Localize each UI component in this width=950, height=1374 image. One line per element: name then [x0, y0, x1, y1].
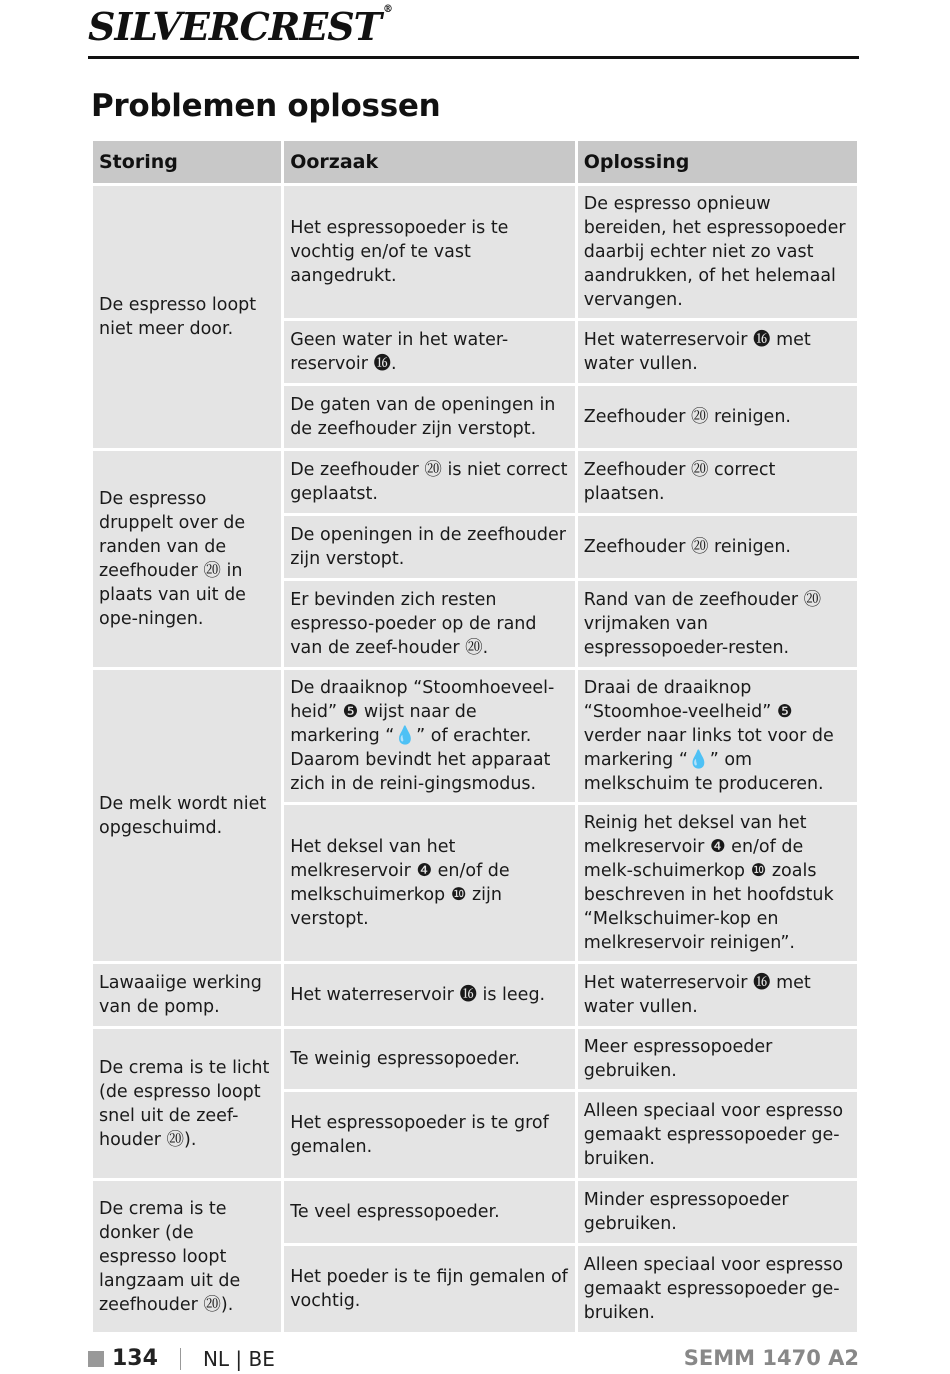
oplossing-cell: Zeefhouder ⑳ reinigen. — [578, 386, 857, 448]
storing-cell: De melk wordt niet opgeschuimd. — [93, 670, 281, 961]
storing-cell: De espresso loopt niet meer door. — [93, 186, 281, 448]
oplossing-cell: Rand van de zeefhouder ⑳ vrijmaken van espressopoeder-resten. — [578, 581, 857, 667]
page-number: 134 — [112, 1346, 158, 1371]
table-row — [93, 964, 857, 1026]
oplossing-cell: Zeefhouder ⑳ reinigen. — [578, 516, 857, 578]
table-row — [93, 1181, 857, 1243]
header-oorzaak: Oorzaak — [284, 141, 575, 183]
oplossing-cell: Zeefhouder ⑳ correct plaatsen. — [578, 451, 857, 513]
model-number: SEMM 1470 A2 — [683, 1346, 859, 1370]
oorzaak-cell: Het poeder is te fijn gemalen of vochtig. — [284, 1246, 575, 1332]
oorzaak-cell: Geen water in het water-reservoir ⓰. — [284, 321, 575, 383]
oorzaak-cell: Te veel espressopoeder. — [284, 1181, 575, 1243]
oorzaak-cell: De gaten van de openingen in de zeefhouder zijn verstopt. — [284, 386, 575, 448]
oplossing-cell: Draai de draaiknop “Stoomhoe-veelheid” ❺ verder naar links tot voor de markering “💧” om melkschuim te produceren. — [578, 670, 857, 802]
oorzaak-cell: Het waterreservoir ⓰ is leeg. — [284, 964, 575, 1026]
oplossing-cell: Alleen speciaal voor espresso gemaakt espressopoeder ge-bruiken. — [578, 1092, 857, 1178]
oorzaak-cell: Het espressopoeder is te grof gemalen. — [284, 1092, 575, 1178]
table-row — [93, 451, 857, 513]
table-row — [93, 1029, 857, 1089]
storing-cell: De crema is te licht (de espresso loopt snel uit de zeef-houder ⑳). — [93, 1029, 281, 1178]
oplossing-cell: Minder espressopoeder gebruiken. — [578, 1181, 857, 1243]
troubleshooting-table — [90, 138, 860, 1335]
storing-cell: De espresso druppelt over de randen van de zeefhouder ⑳ in plaats van uit de ope-ningen. — [93, 451, 281, 667]
header-oplossing: Oplossing — [578, 141, 857, 183]
table-row — [93, 670, 857, 802]
header-rule — [88, 56, 859, 59]
table-row — [93, 186, 857, 318]
page-title: Problemen oplossen — [91, 88, 441, 124]
storing-cell: Lawaaiige werking van de pomp. — [93, 964, 281, 1026]
oorzaak-cell: De openingen in de zeefhouder zijn verstopt. — [284, 516, 575, 578]
page-footer — [88, 1346, 275, 1371]
brand-logo: SILVERCREST ® — [88, 4, 392, 49]
footer-divider — [180, 1348, 181, 1370]
storing-cell: De crema is te donker (de espresso loopt langzaam uit de zeefhouder ⑳). — [93, 1181, 281, 1332]
oorzaak-cell: De draaiknop “Stoomhoeveel-heid” ❺ wijst naar de markering “💧” of erachter. Daarom bevindt het apparaat zich in de reini-gingsmodus. — [284, 670, 575, 802]
oplossing-cell: Meer espressopoeder gebruiken. — [578, 1029, 857, 1089]
oorzaak-cell: Er bevinden zich resten espresso-poeder op de rand van de zeef-houder ⑳. — [284, 581, 575, 667]
oplossing-cell: Het waterreservoir ⓰ met water vullen. — [578, 964, 857, 1026]
footer-square-icon — [88, 1351, 104, 1367]
oplossing-cell: De espresso opnieuw bereiden, het espressopoeder daarbij echter niet zo vast aandrukken, of het helemaal vervangen. — [578, 186, 857, 318]
header-storing: Storing — [93, 141, 281, 183]
language-code: NL | BE — [202, 1346, 275, 1371]
table-header-row — [93, 141, 857, 183]
oorzaak-cell: Te weinig espressopoeder. — [284, 1029, 575, 1089]
oorzaak-cell: Het deksel van het melkreservoir ❹ en/of de melkschuimerkop ❿ zijn verstopt. — [284, 805, 575, 961]
oplossing-cell: Reinig het deksel van het melkreservoir ❹ en/of de melk-schuimerkop ❿ zoals beschreven in het hoofdstuk “Melkschuimer-kop en melkreservoir reinigen”. — [578, 805, 857, 961]
oorzaak-cell: Het espressopoeder is te vochtig en/of te vast aangedrukt. — [284, 186, 575, 318]
oorzaak-cell: De zeefhouder ⑳ is niet correct geplaatst. — [284, 451, 575, 513]
oplossing-cell: Het waterreservoir ⓰ met water vullen. — [578, 321, 857, 383]
oplossing-cell: Alleen speciaal voor espresso gemaakt espressopoeder ge-bruiken. — [578, 1246, 857, 1332]
